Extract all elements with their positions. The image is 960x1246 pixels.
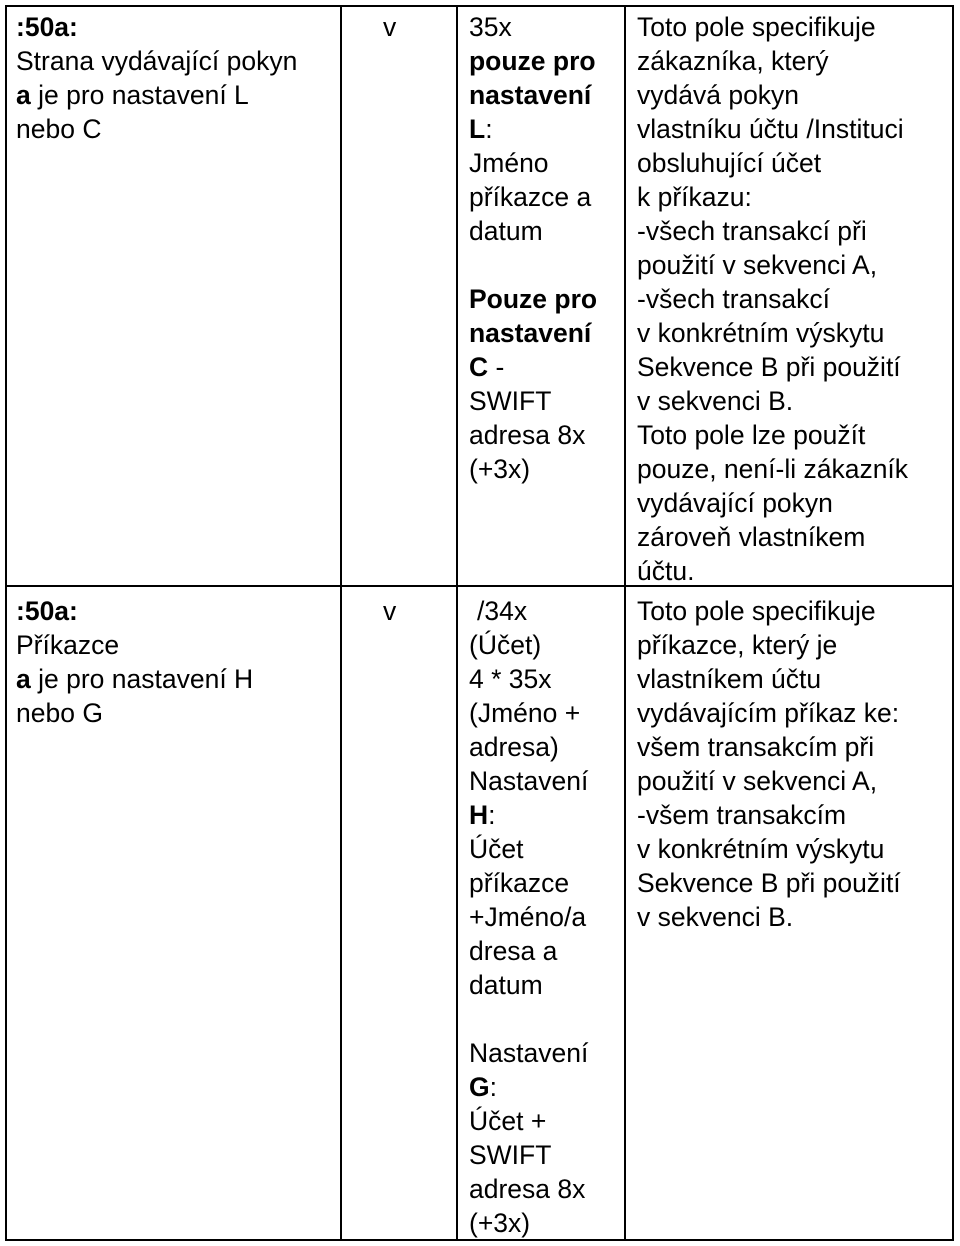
definition-line: Toto pole lze použít [637,420,866,450]
option-letter: L [469,114,486,144]
status-value: v [383,12,397,42]
definition-line: účtu. [637,556,695,586]
option-desc: (+3x) [469,1208,531,1238]
option-desc: datum [469,216,543,246]
option-text: je pro nastavení H [30,664,254,694]
format-line: (Účet) [469,630,542,660]
option-colon: : [485,114,493,144]
option-letter: C [469,352,489,382]
format-line: 4 * 35x [469,664,552,694]
definition-line: vlastníkem účtu [637,664,822,694]
definition-line: v konkrétním výskytu [637,834,885,864]
status-value: v [383,596,397,626]
definition-line: zároveň vlastníkem [637,522,866,552]
option-heading [469,1070,619,1104]
option-desc: Jméno [469,148,549,178]
field-tag: :50a: [16,12,78,42]
format-cell [469,10,619,486]
option-sep: - [488,352,505,382]
option-letter: H [469,800,489,830]
definition-line: vydává pokyn [637,80,800,110]
definition-line: zákazníka, který [637,46,829,76]
option-title: pouze pro nastavení [469,46,596,110]
option-desc: adresa 8x [469,1174,586,1204]
definition-line: obsluhující účet [637,148,822,178]
option-desc: SWIFT [469,1140,552,1170]
option-desc: příkazce a [469,182,592,212]
definition-line: Sekvence B při použití [637,352,901,382]
definition-line: všem transakcím při [637,732,875,762]
option-text: je pro nastavení L [30,80,249,110]
format-line: 35x [469,12,512,42]
definition-line: vydávajícím příkaz ke: [637,698,900,728]
definition-line: -všech transakcí při [637,216,867,246]
definition-line: v konkrétním výskytu [637,318,885,348]
field-name: Strana vydávající pokyn [16,46,298,76]
option-desc: příkazce [469,868,570,898]
definition-line: pouze, není-li zákazník [637,454,909,484]
option-title: Pouze pro nastavení [469,284,598,348]
option-colon: : [488,800,496,830]
field-tag-cell [16,594,336,730]
definition-line: -všem transakcím [637,800,847,830]
option-desc: adresa 8x [469,420,586,450]
option-heading [469,350,619,384]
column-divider [456,5,458,1241]
option-letter: G [469,1072,490,1102]
definition-line: vydávající pokyn [637,488,833,518]
column-divider [624,5,626,1241]
option-desc: SWIFT [469,386,552,416]
definition-cell [637,594,949,934]
field-tag-cell [16,10,336,146]
format-line: /34x [477,596,528,626]
option-title: Nastavení [469,766,589,796]
status-cell [383,10,443,44]
option-heading [469,798,619,832]
option-desc: Účet + [469,1106,547,1136]
format-line: (Jméno + [469,698,581,728]
definition-line: v sekvenci B. [637,902,794,932]
option-title: Nastavení [469,1038,589,1068]
option-desc: dresa a [469,936,558,966]
definition-line: použití v sekvenci A, [637,766,878,796]
option-desc: +Jméno/a [469,902,587,932]
definition-line: -všech transakcí [637,284,830,314]
definition-line: použití v sekvenci A, [637,250,878,280]
definition-line: příkazce, který je [637,630,838,660]
option-desc: (+3x) [469,454,531,484]
status-cell [383,594,443,628]
option-tail: nebo C [16,114,102,144]
format-cell [469,594,619,1240]
option-letter: a [16,664,31,694]
spacer [469,248,619,282]
definition-line: Sekvence B při použití [637,868,901,898]
column-divider [340,5,342,1241]
option-desc: Účet [469,834,524,864]
definition-line: vlastníku účtu /Instituci [637,114,904,144]
option-letter: a [16,80,31,110]
definition-line: k příkazu: [637,182,752,212]
field-name: Příkazce [16,630,120,660]
option-desc: datum [469,970,543,1000]
format-line: adresa) [469,732,559,762]
definition-cell [637,10,949,588]
field-option-note [16,662,336,696]
option-tail: nebo G [16,698,103,728]
definition-line: Toto pole specifikuje [637,596,876,626]
definition-line: v sekvenci B. [637,386,794,416]
option-heading [469,112,619,146]
spacer [469,1002,619,1036]
field-option-note [16,78,336,112]
option-colon: : [489,1072,497,1102]
field-tag: :50a: [16,596,78,626]
definition-line: Toto pole specifikuje [637,12,876,42]
